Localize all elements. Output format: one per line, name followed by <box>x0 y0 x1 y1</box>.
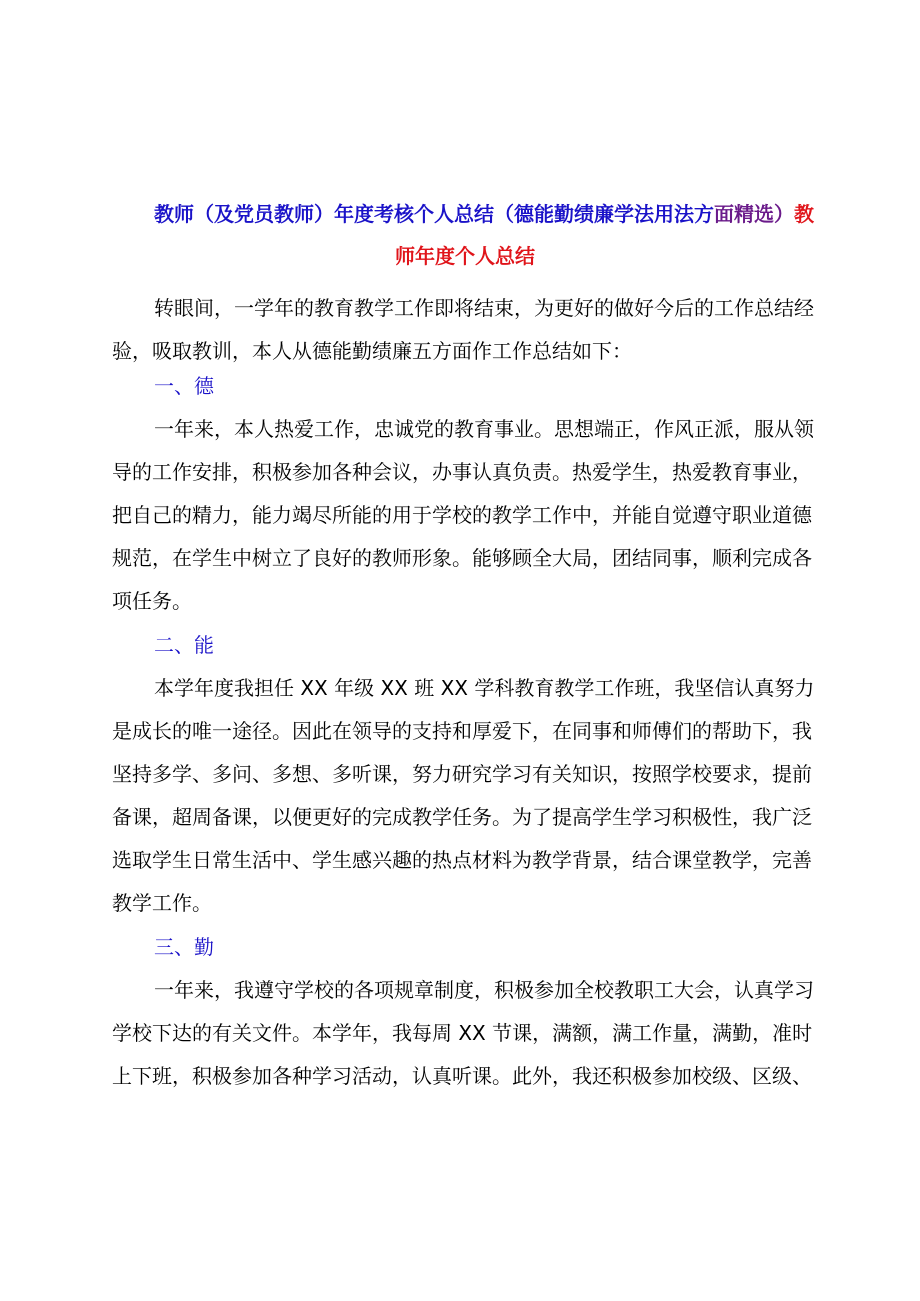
title-red-segment: 教 <box>794 202 814 226</box>
paragraph-line: 转眼间，一学年的教育教学工作即将结束，为更好的做好今后的工作总结经 <box>154 296 814 320</box>
paragraph-line: 导的工作安排，积极参加各种会议，办事认真负责。热爱学生，热爱教育事业， <box>112 460 812 484</box>
title-blue-segment: 教师（及党员教师）年度考核个人总结（德能勤绩廉学法用法方 <box>154 202 714 226</box>
section-heading-de: 一、德 <box>154 374 214 398</box>
document-title-line-1 <box>110 198 820 230</box>
section-de-paragraph <box>112 408 822 623</box>
paragraph-line: 验，吸取教训，本人从德能勤绩廉五方面作工作总结如下： <box>112 339 632 363</box>
paragraph-line: 项任务。 <box>112 589 192 613</box>
section-qin-paragraph <box>112 969 822 1098</box>
document-title-line-2 <box>110 240 820 272</box>
paragraph-line: 选取学生日常生活中、学生感兴趣的热点材料为教学背景，结合课堂教学，完善 <box>112 848 812 872</box>
paragraph-line: 一年来，本人热爱工作，忠诚党的教育事业。思想端正，作风正派，服从领 <box>154 417 814 441</box>
paragraph-line: 规范，在学生中树立了良好的教师形象。能够顾全大局，团结同事，顺利完成各 <box>112 546 812 570</box>
section-heading-qin: 三、勤 <box>154 935 214 959</box>
paragraph-line: 把自己的精力，能力竭尽所能的用于学校的教学工作中，并能自觉遵守职业道德 <box>112 503 812 527</box>
section-neng-paragraph <box>112 667 822 925</box>
paragraph-line: 备课，超周备课，以便更好的完成教学任务。为了提高学生学习积极性，我广泛 <box>112 805 812 829</box>
paragraph-line: 教学工作。 <box>112 891 212 915</box>
intro-paragraph <box>112 287 822 373</box>
paragraph-line: 是成长的唯一途径。因此在领导的支持和厚爱下，在同事和师傅们的帮助下，我 <box>112 719 812 743</box>
section-heading-neng: 二、能 <box>154 633 214 657</box>
title-red-continuation: 师年度个人总结 <box>395 244 535 268</box>
paragraph-line: 坚持多学、多问、多想、多听课，努力研究学习有关知识，按照学校要求，提前 <box>112 762 812 786</box>
paragraph-line: 学校下达的有关文件。本学年，我每周 XX 节课，满额，满工作量，满勤，准时 <box>112 1021 813 1045</box>
paragraph-line: 本学年度我担任 XX 年级 XX 班 XX 学科教育教学工作班，我坚信认真努力 <box>154 676 815 700</box>
paragraph-line: 一年来，我遵守学校的各项规章制度，积极参加全校教职工大会，认真学习 <box>154 978 814 1002</box>
title-purple-segment: 面精选） <box>714 202 794 226</box>
paragraph-line: 上下班，积极参加各种学习活动，认真听课。此外，我还积极参加校级、区级、 <box>112 1064 812 1088</box>
